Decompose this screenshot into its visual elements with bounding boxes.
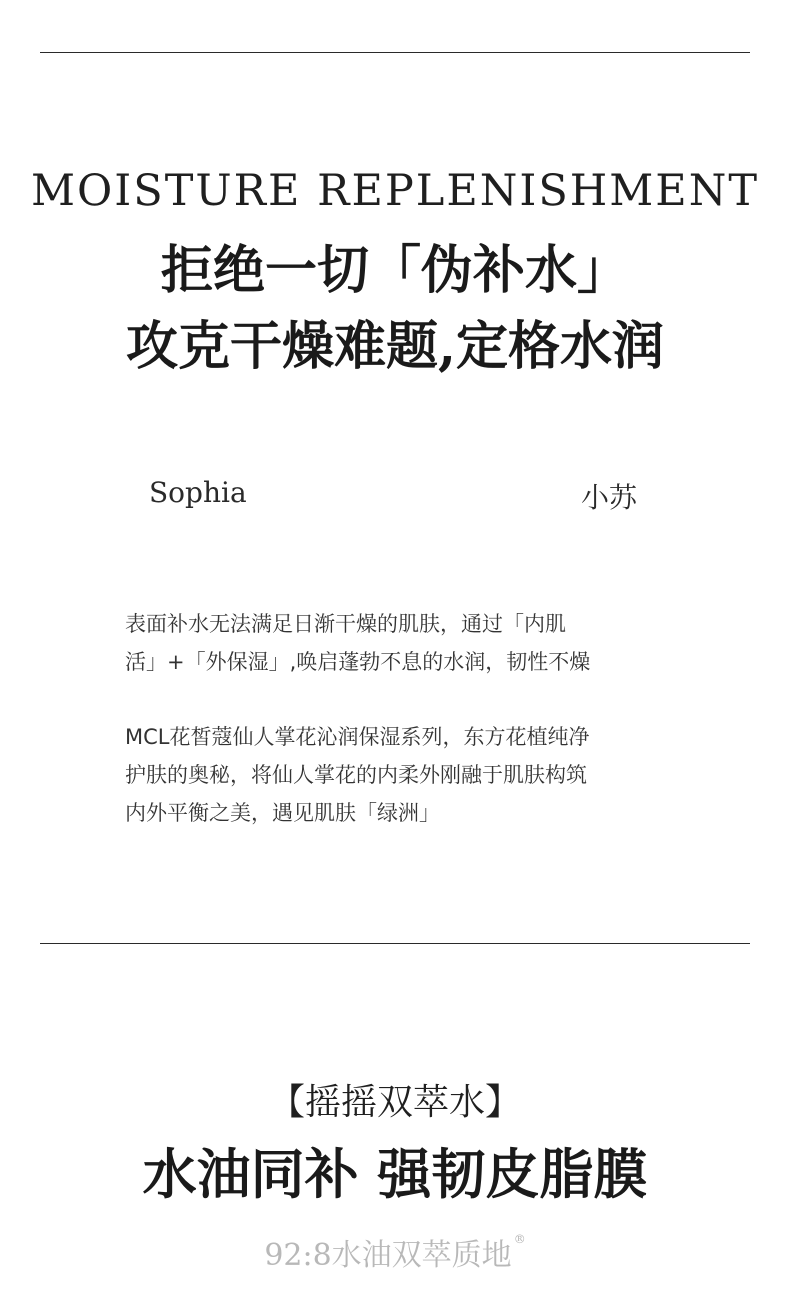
intro-paragraph [125, 605, 685, 681]
headline-line-2: 攻克干燥难题,定格水润 [125, 316, 665, 377]
texture-note [0, 1230, 790, 1274]
headline-line-1: 拒绝一切「伪补水」 [160, 240, 629, 301]
top-divider [40, 52, 750, 53]
intro-line: 表面补水无法满足日渐干燥的肌肤，通过「内肌 [125, 612, 566, 636]
brand-paragraph [125, 718, 685, 832]
middle-divider [40, 943, 750, 944]
name-english: Sophia [149, 476, 247, 509]
texture-text: 92:8水油双萃质地 [264, 1238, 512, 1273]
name-chinese: 小苏 [581, 481, 638, 514]
section-eyebrow: MOISTURE REPLENISHMENT [30, 166, 759, 216]
product-tag: 【摇摇双萃水】 [268, 1082, 521, 1123]
brand-line: MCL花皙蔻仙人掌花沁润保湿系列，东方花植纯净 [125, 725, 590, 749]
brand-line: 护肤的奥秘，将仙人掌花的内柔外刚融于肌肤构筑 [125, 763, 587, 787]
intro-line: 活」+「外保湿」,唤启蓬勃不息的水润，韧性不燥 [125, 650, 591, 674]
registered-mark: ® [513, 1232, 526, 1246]
brand-line: 内外平衡之美，遇见肌肤「绿洲」 [125, 801, 440, 825]
product-claim: 水油同补 强韧皮脂膜 [142, 1142, 648, 1206]
